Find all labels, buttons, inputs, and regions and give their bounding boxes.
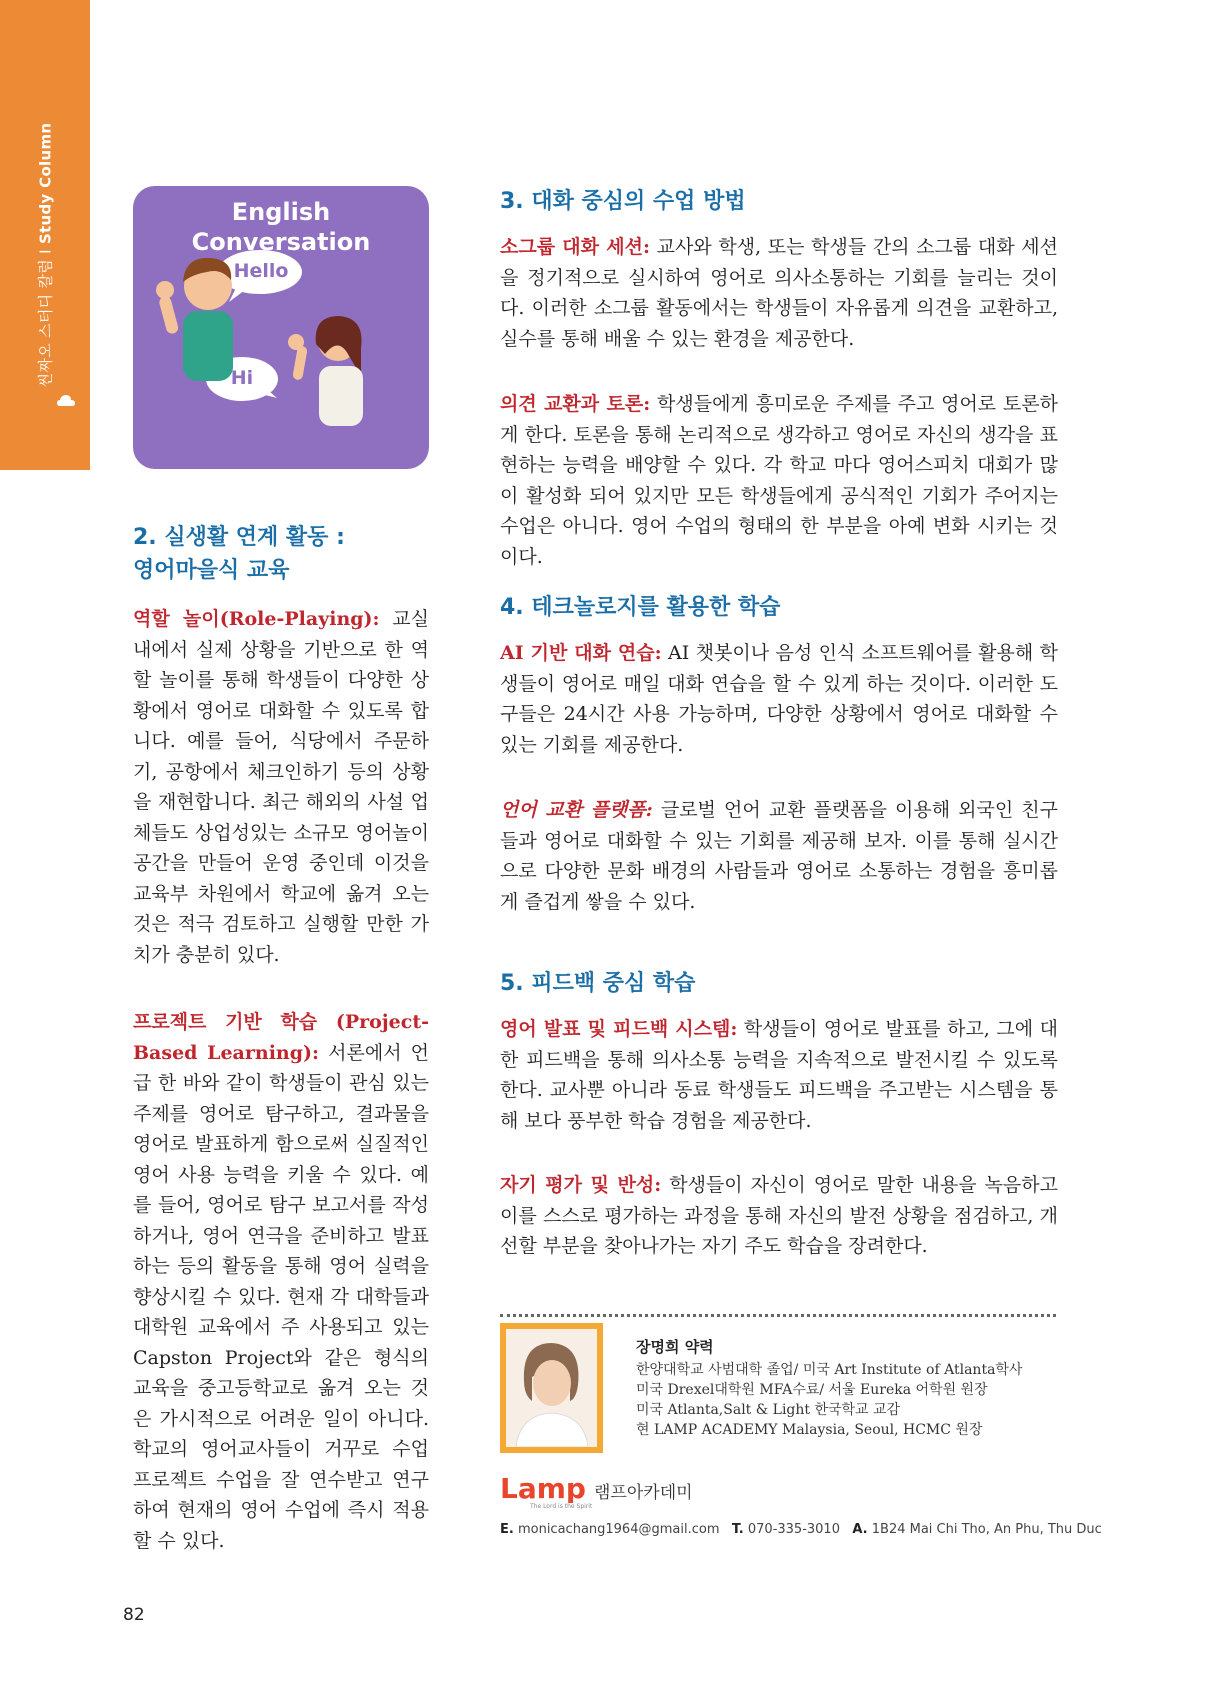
project-based-lead: 프로젝트 기반 학습 (Project-Based Learning):	[133, 1011, 429, 1064]
role-playing-paragraph	[133, 604, 429, 970]
bio-line: 미국 Atlanta,Salt & Light 한국학교 교감	[636, 1402, 901, 1418]
debate-body: 학생들에게 흥미로운 주제를 주고 영어로 토론하게 한다. 토론을 통해 논리적으로 생각하고 영어로 자신의 생각을 표현하는 능력을 배양할 수 있다. 각 학교 마다 영어스피치 대회가 많이 활성화 되어 있지만 모든 학생들에게 공식적인 기회가 주어지는 수업은 아니다. 영어 수업의 형태의 한 부분을 아예 변화 시키는 것이다.	[500, 393, 1058, 568]
ai-practice-paragraph	[500, 638, 1058, 760]
self-assessment-lead: 자기 평가 및 반성:	[500, 1174, 662, 1196]
small-group-lead: 소그룹 대화 세션:	[500, 236, 650, 258]
illustration-title-line1: English	[231, 198, 331, 226]
side-tab-korean: 씬짜오 스터디 칼럼	[36, 258, 55, 388]
bio-divider	[500, 1314, 1056, 1317]
role-playing-body: 교실 내에서 실제 상황을 기반으로 한 역할 놀이를 통해 학생들이 다양한 상황에서 영어로 대화할 수 있도록 합니다. 예를 들어, 식당에서 주문하기, 공항에서 체크인하기 등의 상황을 재현합니다. 최근 해외의 사설 업체들도 상업성있는 소규모 영어놀이공간을 만들어 운영 중인데 이것을 교육부 차원에서 학교에 옮겨 오는 것은 적극 검토하고 실행할 만한 가치가 충분히 있다.	[133, 608, 430, 966]
debate-paragraph	[500, 389, 1058, 572]
self-assessment-body: 학생들이 자신이 영어로 말한 내용을 녹음하고 이를 스스로 평가하는 과정을 통해 자신의 발전 상황을 점검하고, 개선할 부분을 찾아나가는 자기 주도 학습을 장려한다.	[500, 1174, 1058, 1257]
phone-value: 070-335-3010	[747, 1522, 840, 1537]
lamp-logo	[500, 1473, 590, 1503]
illustration-title-line2: Conversation	[191, 228, 371, 256]
bio-line: 한양대학교 사범대학 졸업/ 미국 Art Institute of Atlanta학사	[636, 1362, 1023, 1378]
feedback-system-lead: 영어 발표 및 피드백 시스템:	[500, 1018, 738, 1040]
contact-line	[500, 1522, 1102, 1537]
ai-practice-body: AI 챗봇이나 음성 인식 소프트웨어를 활용해 학생들이 영어로 매일 대화 연습을 할 수 있게 하는 것이다. 이러한 도구들은 24시간 사용 가능하며, 다양한 상황에서 영어로 대화할 수 있는 기회를 제공한다.	[500, 642, 1058, 756]
section-2-heading-line1: 2. 실생활 연계 활동 :	[133, 525, 345, 550]
project-based-paragraph	[133, 1007, 429, 1556]
svg-text:Lamp: Lamp	[500, 1473, 586, 1503]
email-value: monicachang1964@gmail.com	[517, 1522, 720, 1537]
debate-lead: 의견 교환과 토론:	[500, 393, 651, 415]
section-5-heading: 5. 피드백 중심 학습	[500, 971, 696, 996]
project-based-body: 서론에서 언급 한 바와 같이 학생들이 관심 있는 주제를 영어로 탐구하고, 결과물을 영어로 발표하게 함으로써 실질적인 영어 사용 능력을 키울 수 있다. 예를 들어, 영어로 탐구 보고서를 작성하거나, 영어 연극을 준비하고 발표하는 등의 활동을 통해 영어 실력을 향상시킬 수 있다. 현재 각 대학들과 대학원 교육에서 주 사용되고 있는 Capston Project와 같은 형식의 교육을 중고등학교로 옮겨 오는 것은 가시적으로 어려운 일이 아니다. 학교의 영어교사들이 거꾸로 수업 프로젝트 수업을 잘 연수받고 연구하여 현재의 영어 수업에 즉시 적용할 수 있다.	[133, 1041, 429, 1552]
role-playing-lead: 역할 놀이(Role-Playing):	[133, 608, 380, 630]
author-name: 장명희 약력	[636, 1338, 714, 1356]
ai-practice-lead: AI 기반 대화 연습:	[500, 642, 662, 664]
small-group-paragraph	[500, 232, 1058, 354]
section-2-heading-line2: 영어마을식 교육	[133, 558, 290, 583]
bio-line: 미국 Drexel대학원 MFA수료/ 서울 Eureka 어학원 원장	[636, 1382, 988, 1398]
section-3-heading: 3. 대화 중심의 수업 방법	[500, 189, 746, 214]
address-label: A.	[852, 1522, 868, 1537]
logo-tagline: The Lord is the Spirit	[530, 1503, 593, 1510]
small-group-body: 교사와 학생, 또는 학생들 간의 소그룹 대화 세션을 정기적으로 실시하여 영어로 의사소통하는 기회를 늘리는 것이다. 이러한 소그룹 활동에서는 학생들이 자유롭게 의견을 교환하고, 실수를 통해 배울 수 있는 환경을 제공한다.	[500, 236, 1058, 350]
language-exchange-paragraph	[500, 795, 1058, 917]
self-assessment-paragraph	[500, 1170, 1058, 1262]
english-conversation-illustration	[133, 186, 429, 469]
side-tab-label	[35, 123, 56, 388]
phone-label: T.	[731, 1522, 744, 1537]
address-value: 1B24 Mai Chi Tho, An Phu, Thu Duc	[871, 1522, 1102, 1537]
author-photo	[500, 1323, 603, 1453]
bio-line: 현 LAMP ACADEMY Malaysia, Seoul, HCMC 원장	[636, 1422, 983, 1438]
feedback-system-paragraph	[500, 1014, 1058, 1136]
section-2-heading	[133, 521, 345, 587]
side-tab-separator: I	[36, 244, 55, 259]
cloud-icon	[57, 393, 75, 407]
email-label: E.	[500, 1522, 514, 1537]
language-exchange-lead: 언어 교환 플랫폼:	[500, 799, 653, 821]
section-4-heading: 4. 테크놀로지를 활용한 학습	[500, 595, 781, 620]
language-exchange-body: 글로벌 언어 교환 플랫폼을 이용해 외국인 친구들과 영어로 대화할 수 있는 기회를 제공해 보자. 이를 통해 실시간으로 다양한 문화 배경의 사람들과 영어로 소통하는 경험을 흥미롭게 즐겁게 쌓을 수 있다.	[500, 799, 1058, 913]
hi-bubble-text: Hi	[230, 367, 254, 389]
section-side-tab	[0, 0, 90, 470]
side-tab-english: Study Column	[36, 122, 55, 245]
hello-bubble-text: Hello	[233, 260, 289, 282]
page-number: 82	[123, 1605, 145, 1625]
feedback-system-body: 학생들이 영어로 발표를 하고, 그에 대한 피드백을 통해 의사소통 능력을 지속적으로 발전시킬 수 있도록 한다. 교사뿐 아니라 동료 학생들도 피드백을 주고받는 시스템을 통해 보다 풍부한 학습 경험을 제공한다.	[500, 1018, 1058, 1132]
academy-name: 램프아카데미	[594, 1483, 693, 1503]
